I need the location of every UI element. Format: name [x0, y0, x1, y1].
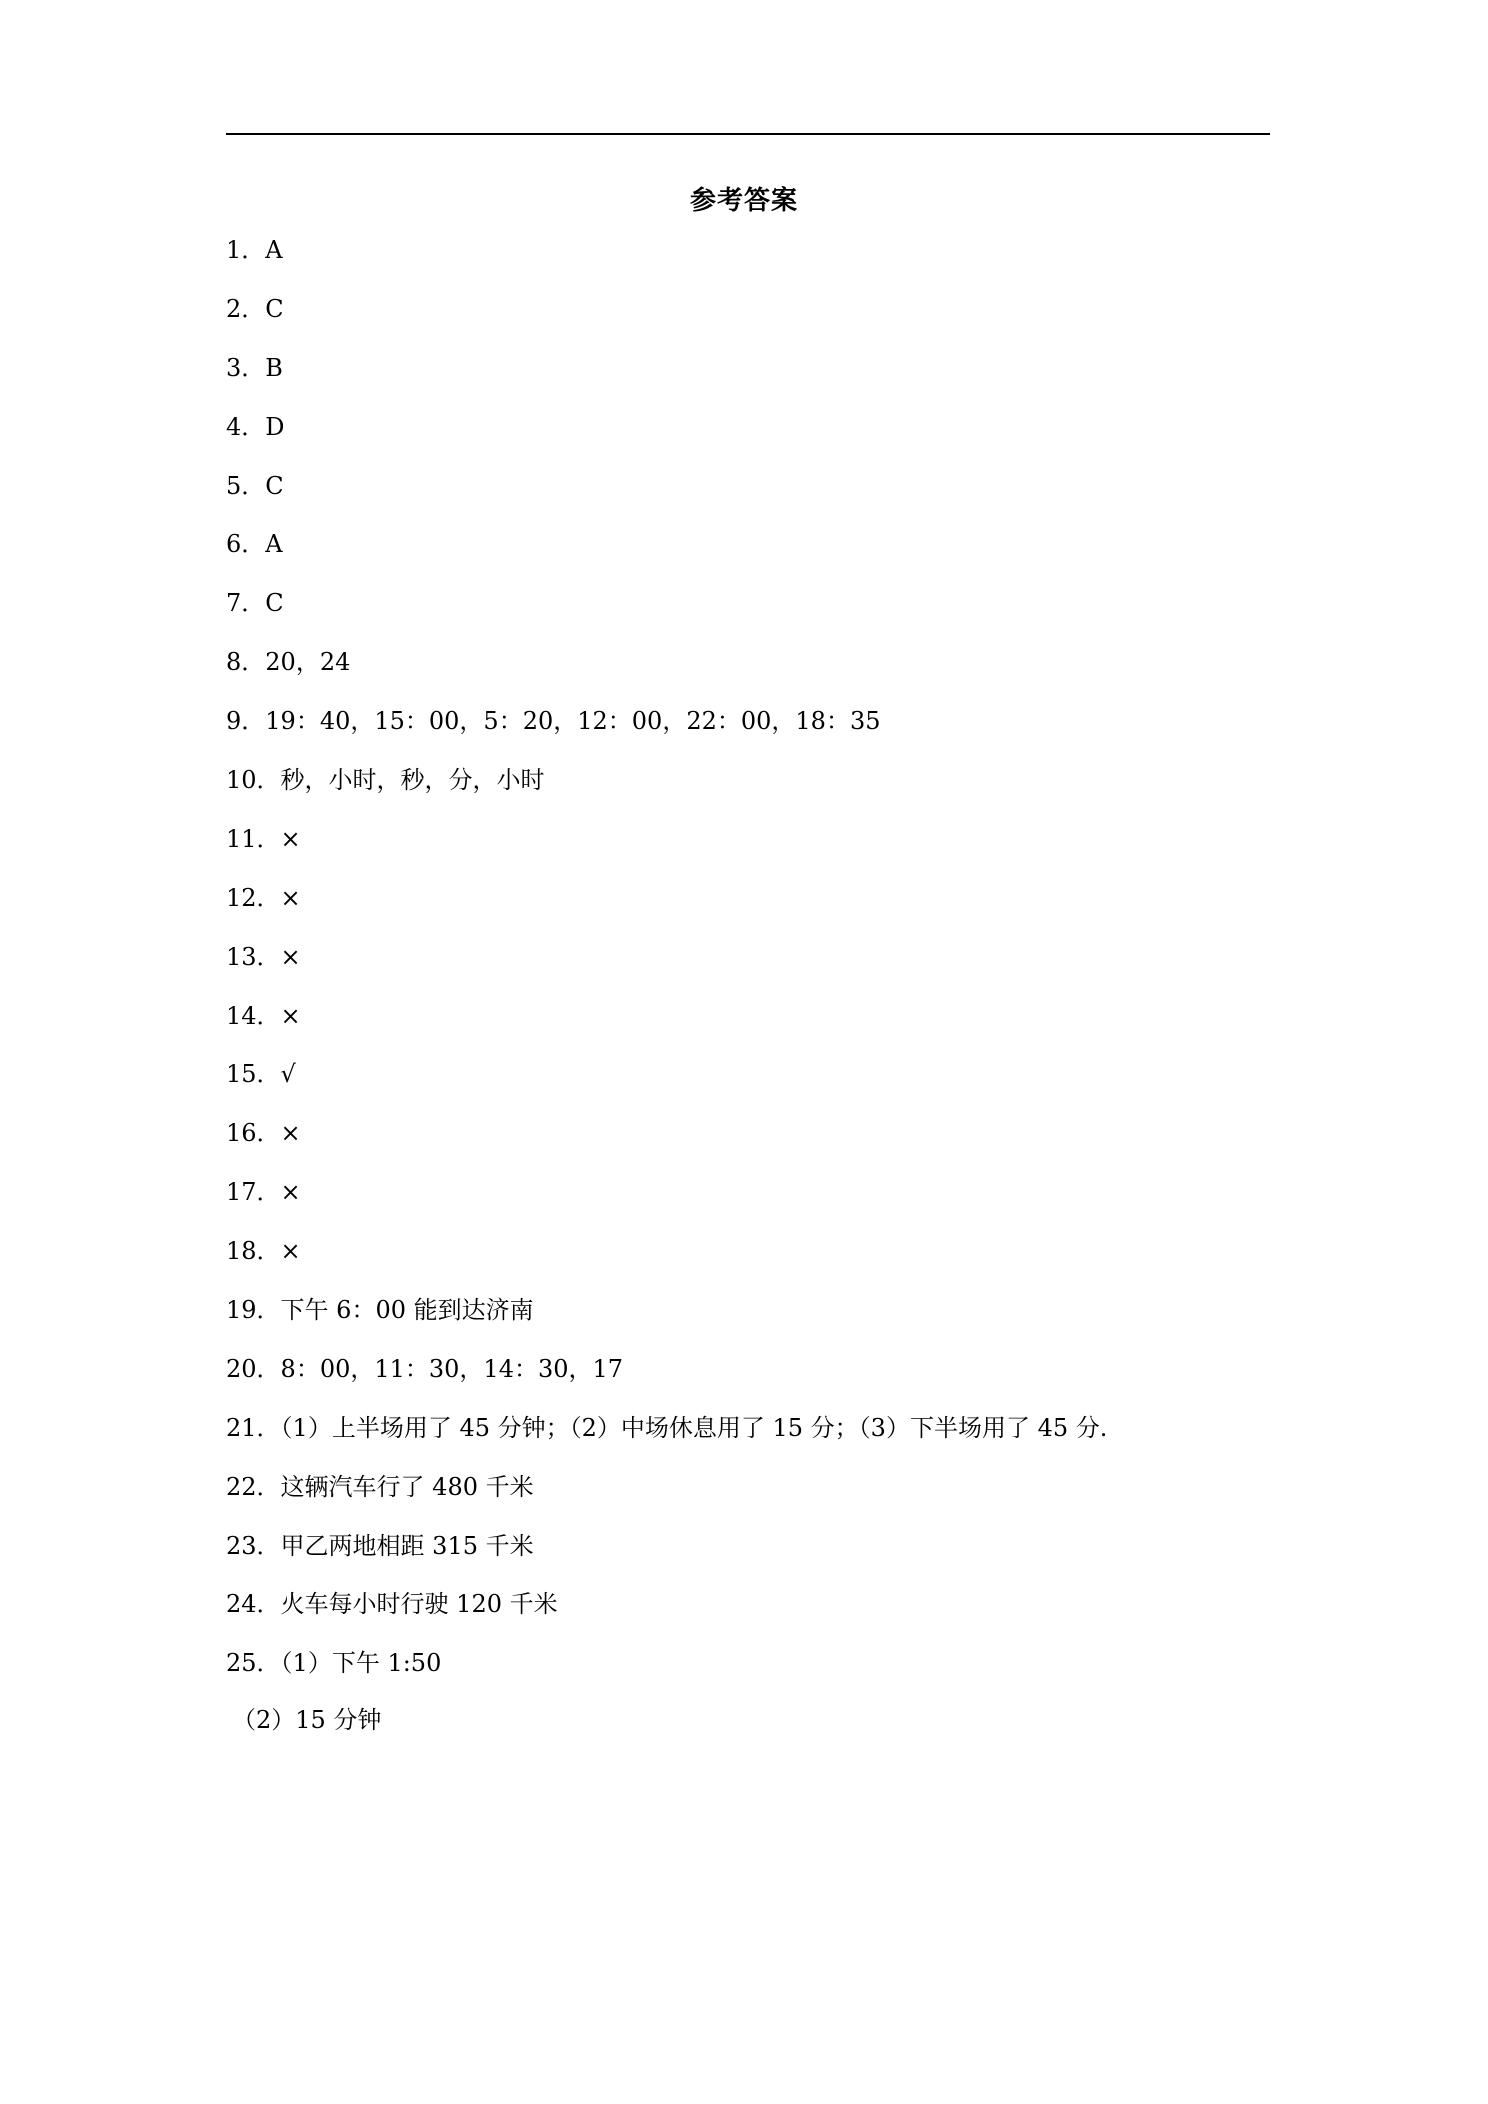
answer-text: C: [265, 294, 284, 323]
answer-item: [226, 1469, 1107, 1528]
answer-text: ×: [280, 1119, 301, 1148]
answer-text: ×: [280, 824, 301, 853]
answer-number: 18．: [226, 1237, 281, 1266]
answer-number: 12．: [226, 883, 281, 912]
answer-item: [226, 1410, 1107, 1469]
answer-text: 秒，小时，秒，分，小时: [280, 766, 545, 795]
answer-number: 17．: [226, 1178, 281, 1207]
answer-number: 13．: [226, 942, 281, 971]
answer-number: 10．: [226, 766, 281, 795]
answer-number: 25．: [226, 1649, 281, 1678]
answer-text: 甲乙两地相距 315 千米: [280, 1531, 534, 1560]
answer-text: C: [265, 589, 284, 618]
answer-text: 19：40，15：00，5：20，12：00，22：00，18：35: [265, 707, 881, 736]
answer-item: [226, 1528, 1107, 1587]
answer-item: [226, 1174, 1107, 1233]
answer-number: 11．: [226, 824, 281, 853]
answer-item: [226, 703, 1107, 762]
answer-item: [226, 468, 1107, 527]
answer-item: [226, 1351, 1107, 1410]
answer-number: 16．: [226, 1119, 281, 1148]
answer-number: 9．: [226, 707, 266, 736]
answer-item: [226, 291, 1107, 350]
answer-continuation: （2）15 分钟: [232, 1706, 382, 1734]
answer-item: [226, 998, 1107, 1057]
answer-item: [226, 880, 1107, 939]
answer-text: 8：00，11：30，14：30，17: [280, 1354, 624, 1383]
answer-text: 火车每小时行驶 120 千米: [280, 1590, 558, 1619]
answer-number: 23．: [226, 1531, 281, 1560]
answer-number: 14．: [226, 1001, 281, 1030]
answer-item: [226, 1115, 1107, 1174]
answer-number: 1．: [226, 236, 266, 264]
answer-number: 21．: [226, 1413, 281, 1442]
answer-text: ×: [280, 1237, 301, 1266]
answer-item: [226, 1645, 1107, 1704]
answer-item: [226, 232, 1107, 291]
answer-item: [226, 762, 1107, 821]
answer-item: [226, 644, 1107, 703]
answer-number: 3．: [226, 353, 266, 382]
answer-text: 20，24: [265, 648, 351, 677]
answer-item: [226, 1233, 1107, 1292]
answer-text: 下午 6：00 能到达济南: [280, 1296, 534, 1325]
answer-number: 20．: [226, 1354, 281, 1383]
answer-text: A: [265, 236, 283, 264]
answer-number: 5．: [226, 471, 266, 500]
answer-number: 19．: [226, 1296, 281, 1325]
answer-text: ×: [280, 1178, 301, 1207]
answer-text: （1）上半场用了 45 分钟；（2）中场休息用了 15 分；（3）下半场用了 45 分.: [280, 1413, 1108, 1442]
answer-item: [226, 585, 1107, 644]
answer-text: √: [280, 1060, 296, 1089]
answer-item: [226, 1056, 1107, 1115]
answer-text: ×: [280, 942, 301, 971]
answer-number: 6．: [226, 530, 266, 559]
answer-text: A: [265, 530, 283, 559]
header-rule: [226, 133, 1270, 135]
answer-item: [226, 1292, 1107, 1351]
answer-item: [226, 350, 1107, 409]
answer-text: C: [265, 471, 284, 500]
answer-text: （1）下午 1:50: [280, 1649, 442, 1678]
answer-text: ×: [280, 1001, 301, 1030]
answer-number: 22．: [226, 1472, 281, 1501]
answer-number: 4．: [226, 412, 266, 441]
answer-text: 这辆汽车行了 480 千米: [280, 1472, 534, 1501]
answer-list: [226, 232, 1107, 1704]
answer-text: B: [265, 353, 283, 382]
answer-item: [226, 821, 1107, 880]
answer-text: ×: [280, 883, 301, 912]
answer-item: [226, 939, 1107, 998]
answer-item: [226, 526, 1107, 585]
answer-item: [226, 1586, 1107, 1645]
answer-item: [226, 409, 1107, 468]
answer-number: 8．: [226, 648, 266, 677]
answer-number: 15．: [226, 1060, 281, 1089]
answer-number: 7．: [226, 589, 266, 618]
answer-number: 2．: [226, 294, 266, 323]
page-title: 参考答案: [689, 186, 798, 216]
answer-text: D: [265, 412, 285, 441]
answer-number: 24．: [226, 1590, 281, 1619]
